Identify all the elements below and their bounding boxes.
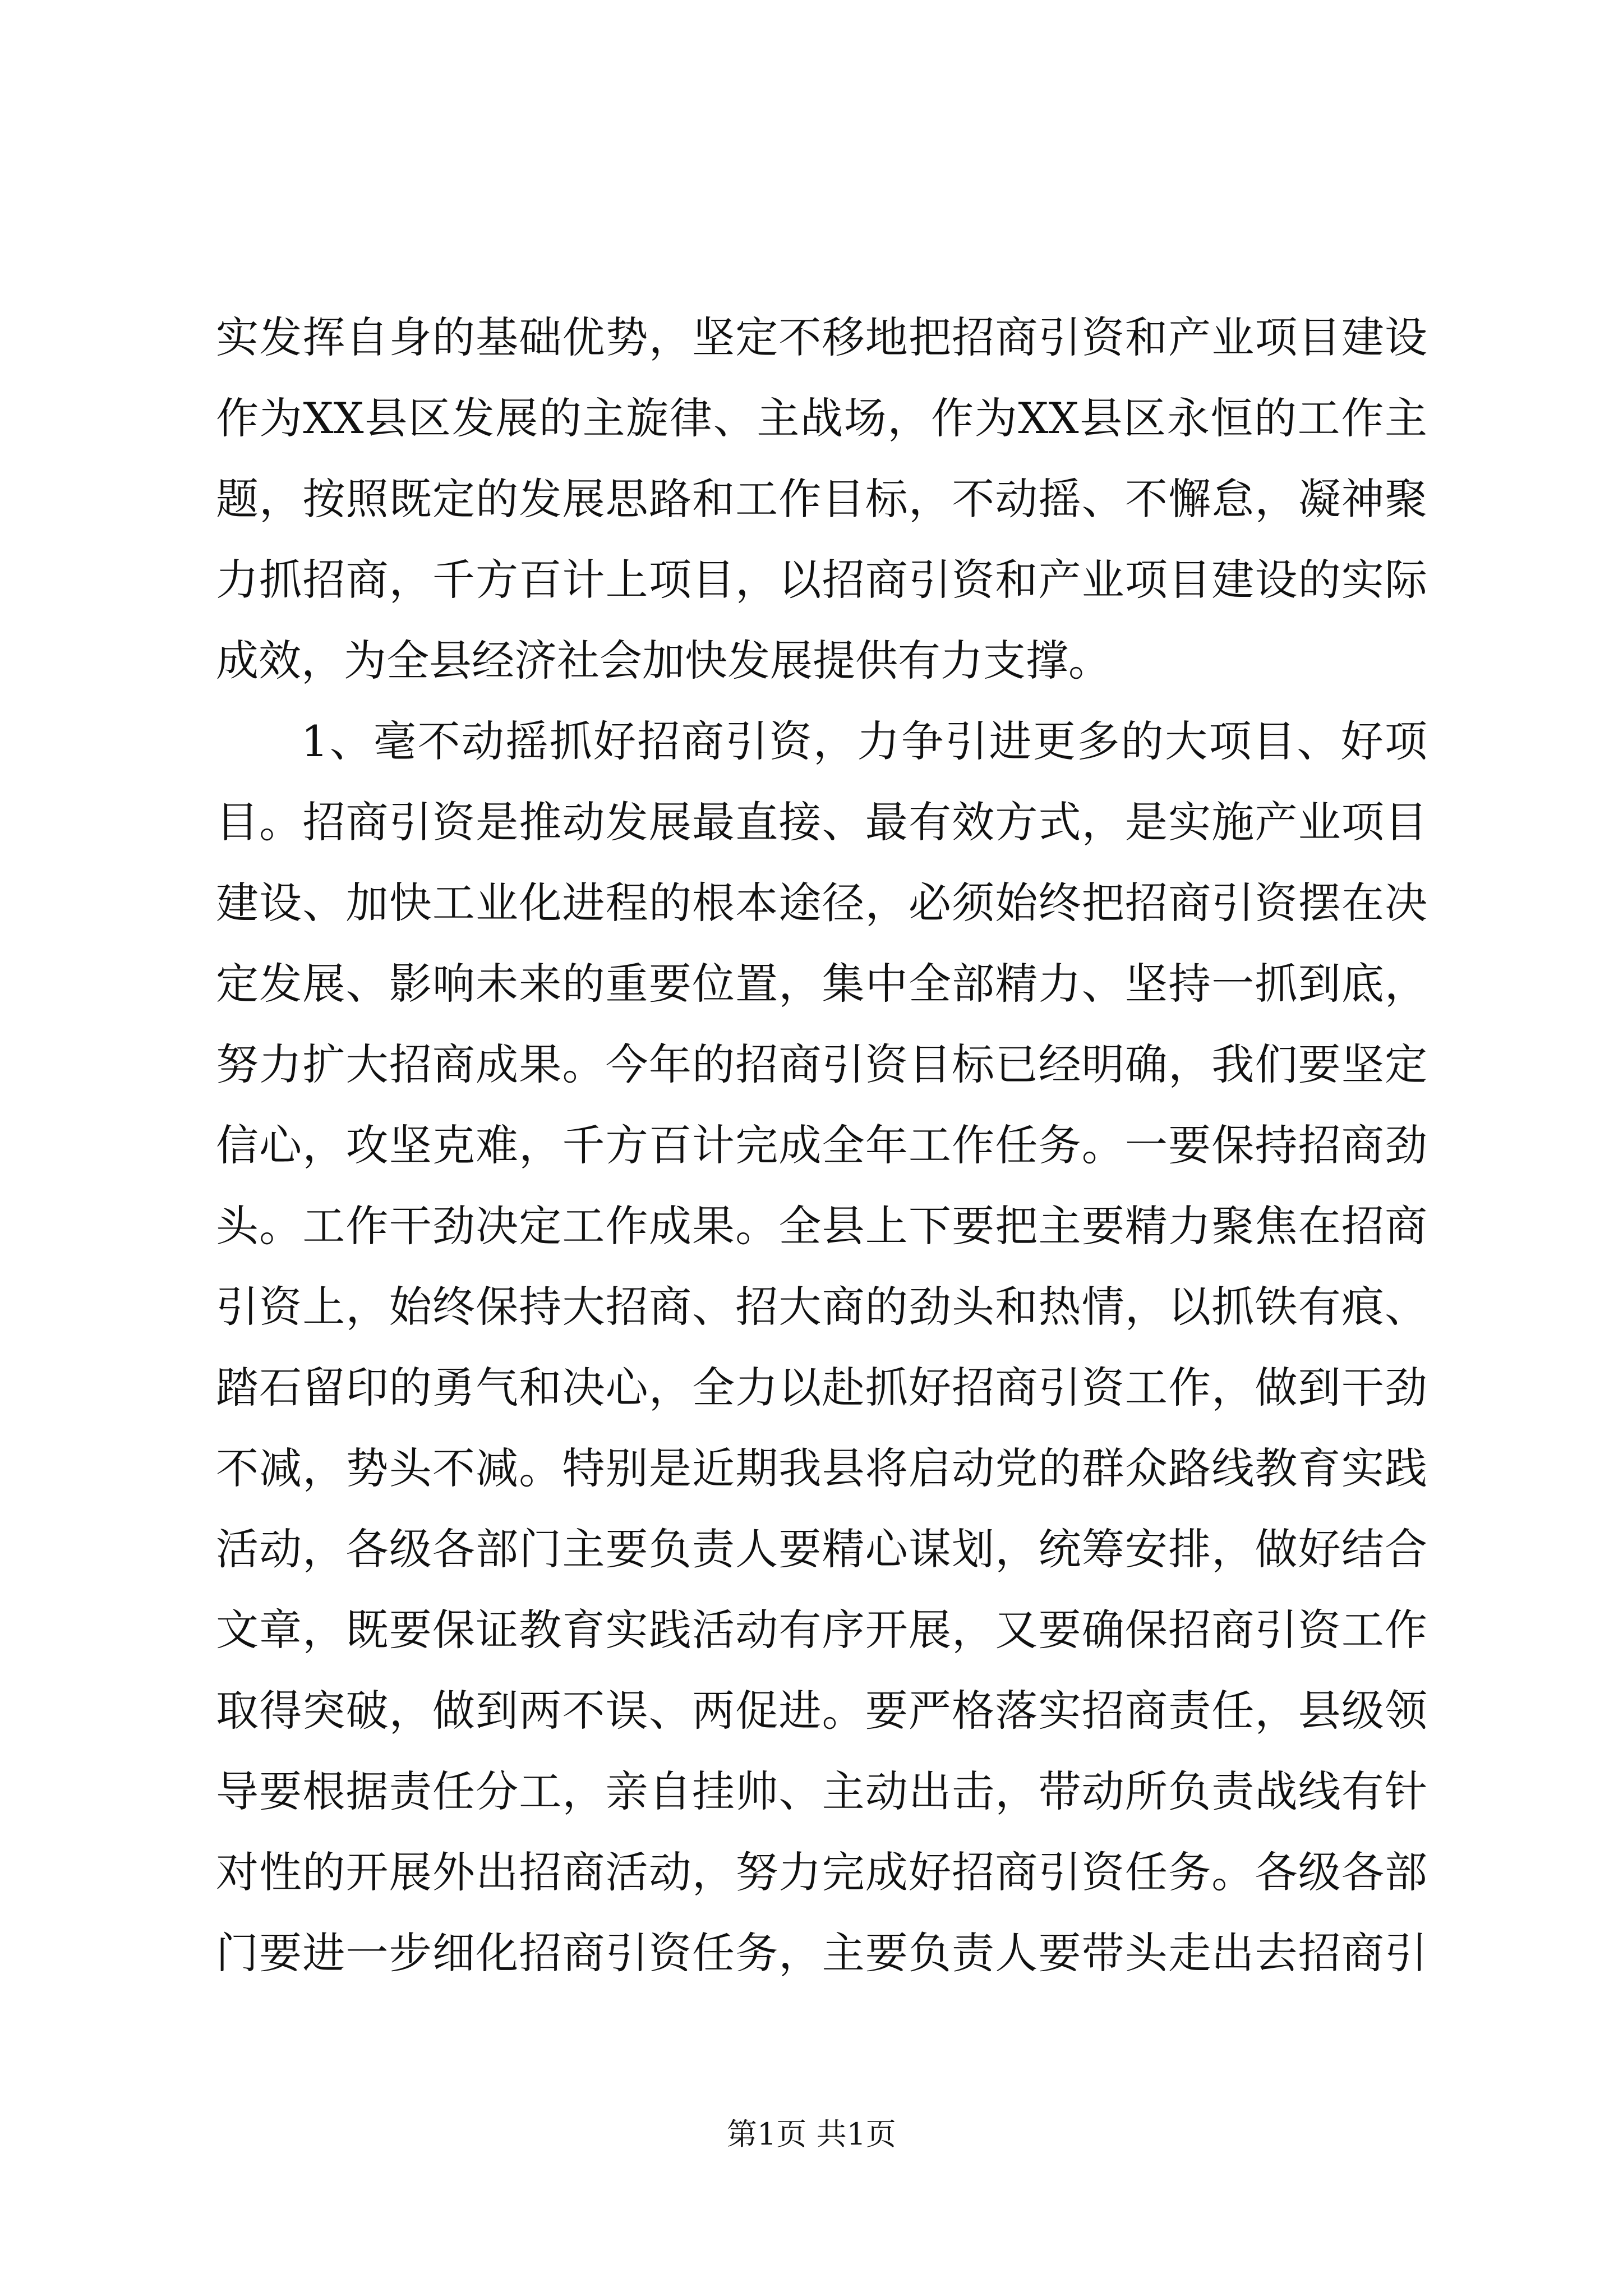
text-line: 头。工作干劲决定工作成果。全县上下要把主要精力聚焦在招商: [216, 1201, 1427, 1251]
text-line: 取得突破，做到两不误、两促进。要严格落实招商责任，县级领: [216, 1686, 1427, 1736]
paragraph: [216, 297, 1427, 701]
text-line: 题，按照既定的发展思路和工作目标，不动摇、不懈怠，凝神聚: [216, 474, 1427, 524]
text-line: 努力扩大招商成果。今年的招商引资目标已经明确，我们要坚定: [216, 1039, 1427, 1089]
paragraph: [216, 701, 1427, 1994]
text-line: 力抓招商，千方百计上项目，以招商引资和产业项目建设的实际: [216, 555, 1427, 605]
text-line: 活动，各级各部门主要负责人要精心谋划，统筹安排，做好结合: [216, 1524, 1427, 1574]
text-line: 实发挥自身的基础优势，坚定不移地把招商引资和产业项目建设: [216, 312, 1427, 362]
document-body: [216, 297, 1427, 1994]
text-line: 1、毫不动摇抓好招商引资，力争引进更多的大项目、好项: [301, 716, 1427, 766]
text-line: 建设、加快工业化进程的根本途径，必须始终把招商引资摆在决: [216, 878, 1427, 928]
page-number: 第1页 共1页: [727, 2116, 896, 2152]
text-line: 不减，势头不减。特别是近期我县将启动党的群众路线教育实践: [216, 1443, 1427, 1493]
text-line: 文章，既要保证教育实践活动有序开展，又要确保招商引资工作: [216, 1605, 1427, 1655]
text-line: 踏石留印的勇气和决心，全力以赴抓好招商引资工作，做到干劲: [216, 1363, 1427, 1412]
text-line: 作为XX县区发展的主旋律、主战场，作为XX县区永恒的工作主: [216, 393, 1427, 443]
text-line: 引资上，始终保持大招商、招大商的劲头和热情，以抓铁有痕、: [216, 1282, 1427, 1332]
text-line: 信心，攻坚克难，千方百计完成全年工作任务。一要保持招商劲: [216, 1120, 1427, 1170]
text-line: 成效，为全县经济社会加快发展提供有力支撑。: [216, 636, 1111, 685]
page-footer: [0, 2115, 1623, 2154]
text-line: 目。招商引资是推动发展最直接、最有效方式，是实施产业项目: [216, 797, 1427, 847]
text-line: 定发展、影响未来的重要位置，集中全部精力、坚持一抓到底，: [216, 959, 1427, 1009]
text-line: 门要进一步细化招商引资任务，主要负责人要带头走出去招商引: [216, 1928, 1427, 1978]
text-line: 对性的开展外出招商活动，努力完成好招商引资任务。各级各部: [216, 1847, 1427, 1897]
text-line: 导要根据责任分工，亲自挂帅、主动出击，带动所负责战线有针: [216, 1766, 1427, 1816]
